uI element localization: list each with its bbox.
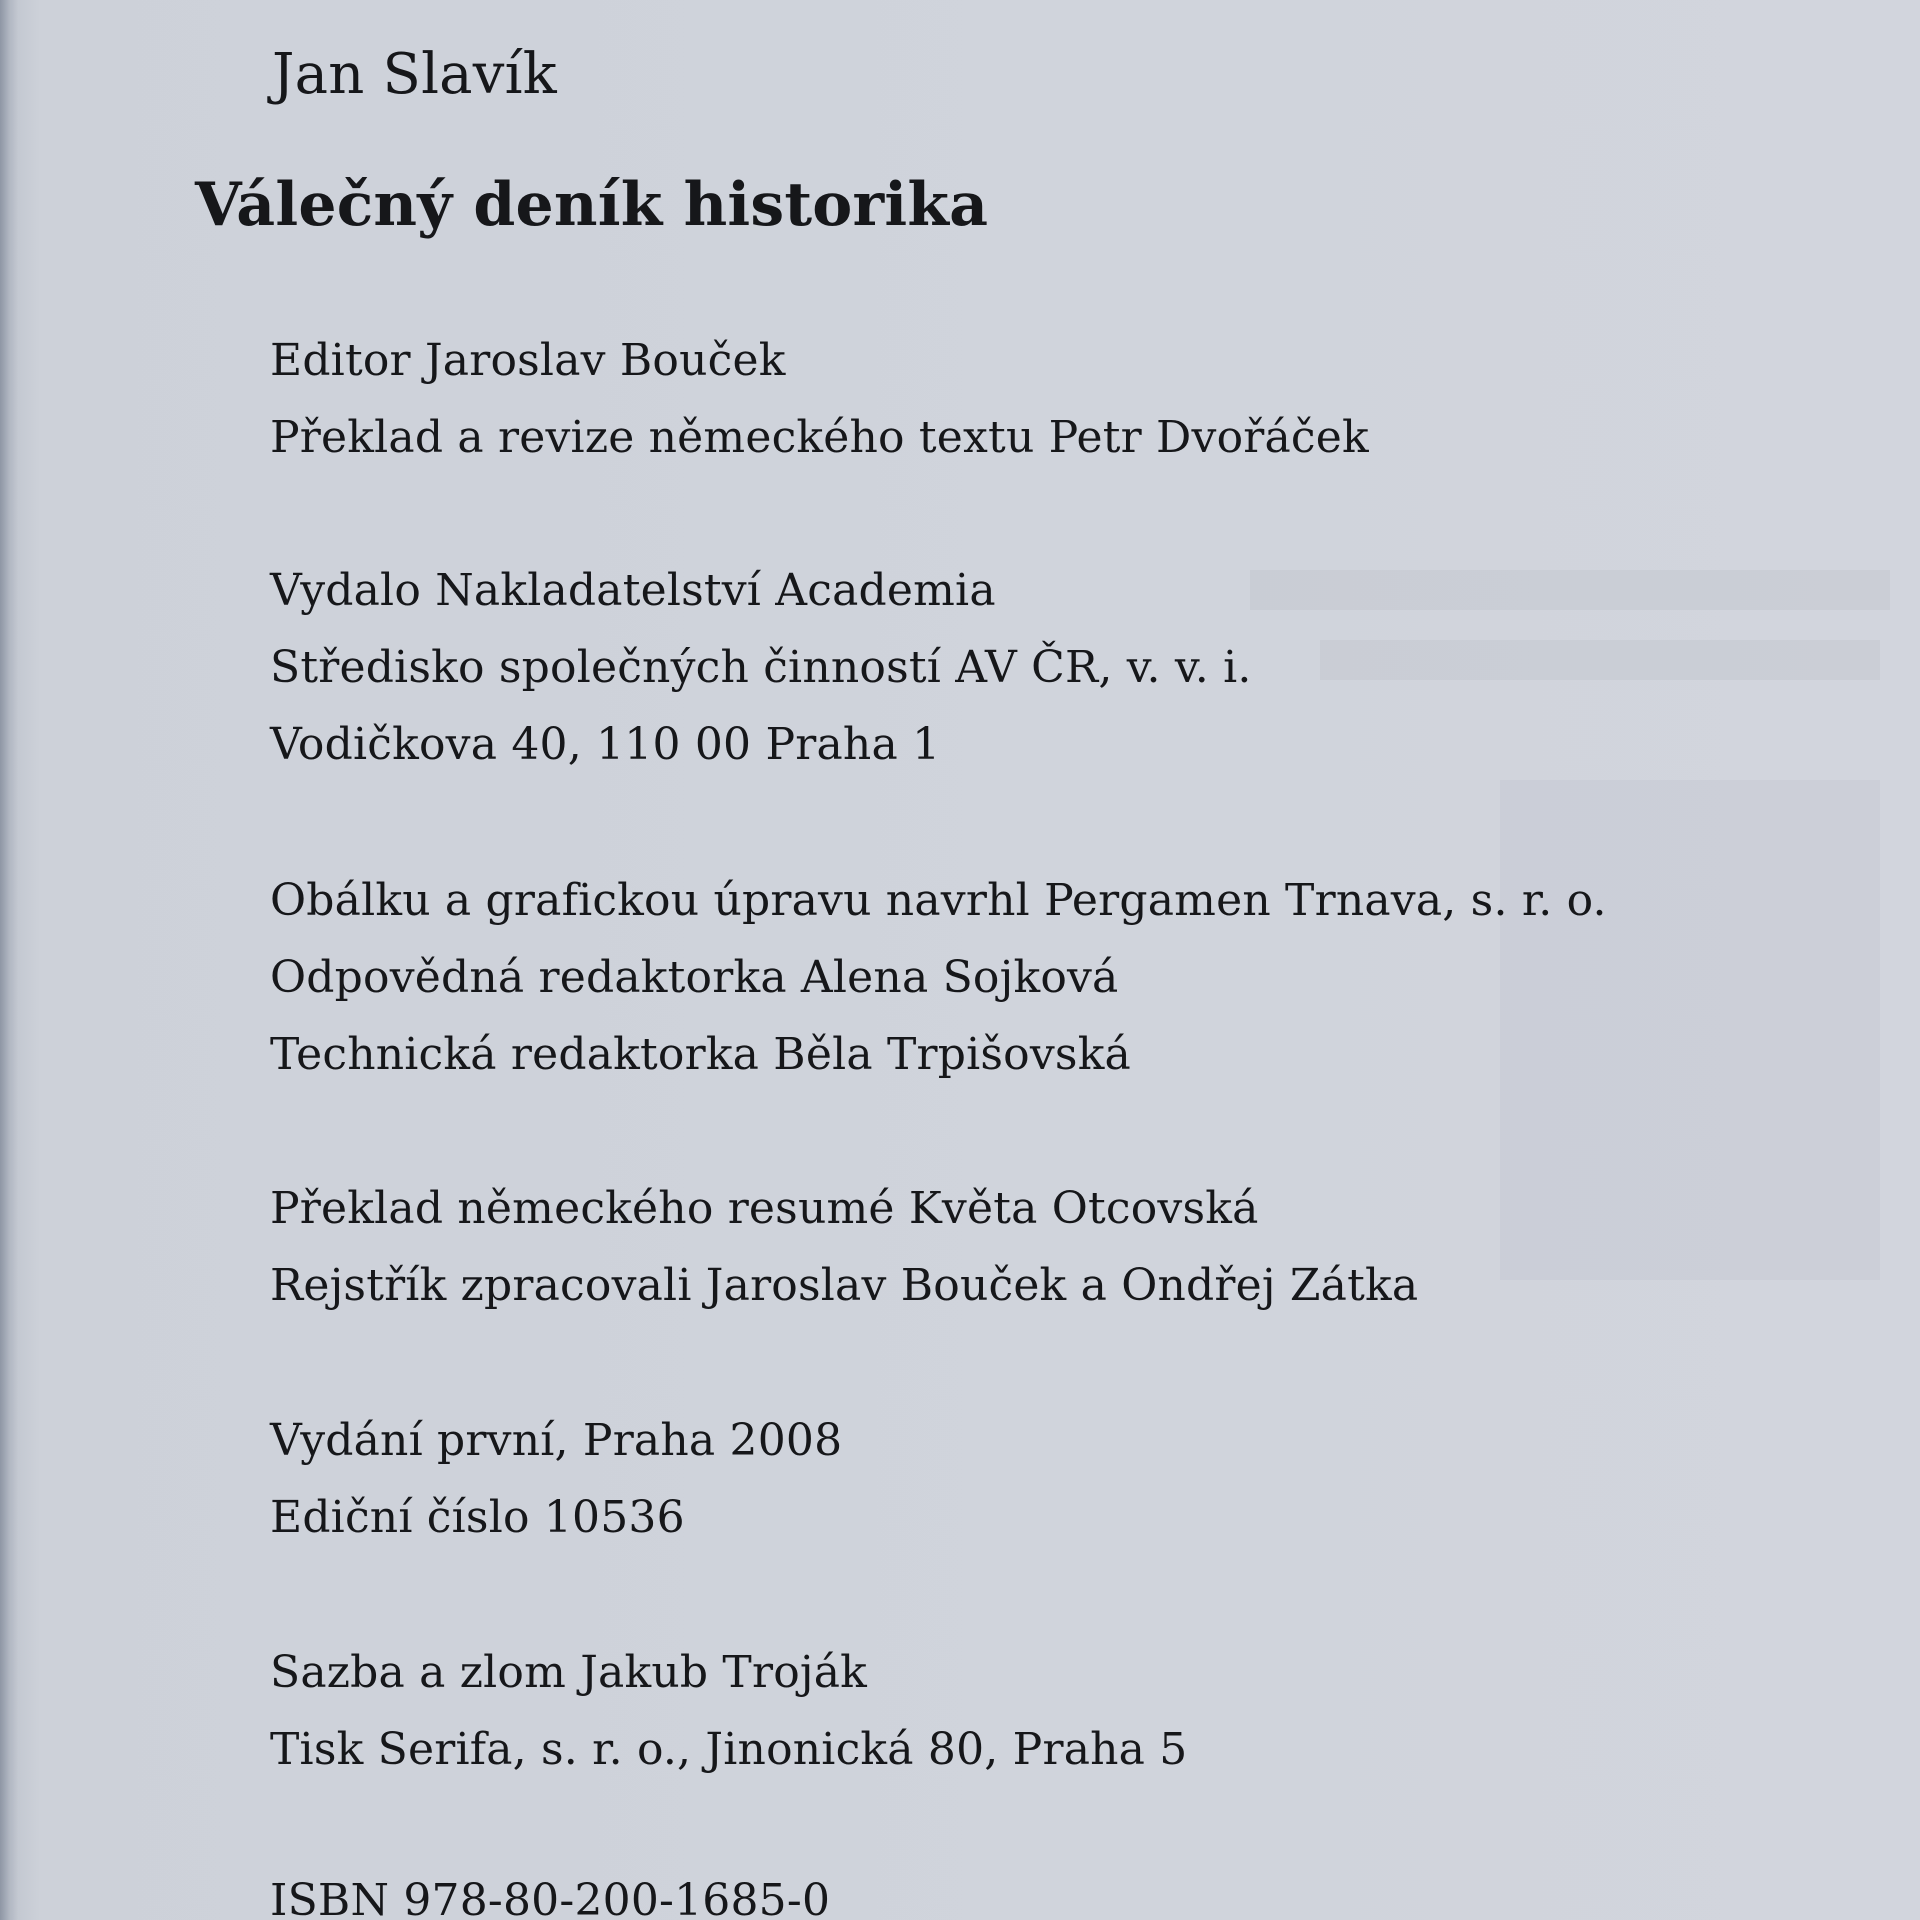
- book-title: Válečný deník historika: [195, 170, 989, 240]
- isbn-line: ISBN 978-80-200-1685-0: [270, 1875, 831, 1920]
- publisher-line-3: Vodičkova 40, 110 00 Praha 1: [270, 719, 941, 770]
- show-through-block-1: [1250, 570, 1890, 610]
- technical-editor-line: Technická redaktorka Běla Trpišovská: [270, 1029, 1131, 1080]
- print-line: Tisk Serifa, s. r. o., Jinonická 80, Praha 5: [270, 1724, 1188, 1775]
- typesetting-line: Sazba a zlom Jakub Troják: [270, 1647, 868, 1698]
- page-spine-shadow: [0, 0, 18, 1920]
- editor-line: Editor Jaroslav Bouček: [270, 335, 786, 386]
- design-line: Obálku a grafickou úpravu navrhl Pergamen Trnava, s. r. o.: [270, 875, 1607, 926]
- author-name: Jan Slavík: [272, 42, 557, 107]
- translation-line: Překlad a revize německého textu Petr Dvořáček: [270, 412, 1369, 463]
- show-through-block-2: [1320, 640, 1880, 680]
- resume-translation-line: Překlad německého resumé Květa Otcovská: [270, 1183, 1259, 1234]
- publisher-line-1: Vydalo Nakladatelství Academia: [270, 565, 996, 616]
- publisher-line-2: Středisko společných činností AV ČR, v. v. i.: [270, 642, 1252, 693]
- edition-line: Vydání první, Praha 2008: [270, 1415, 843, 1466]
- responsible-editor-line: Odpovědná redaktorka Alena Sojková: [270, 952, 1119, 1003]
- edition-number-line: Ediční číslo 10536: [270, 1492, 685, 1543]
- index-line: Rejstřík zpracovali Jaroslav Bouček a Ondřej Zátka: [270, 1260, 1419, 1311]
- show-through-block-3: [1500, 780, 1880, 1280]
